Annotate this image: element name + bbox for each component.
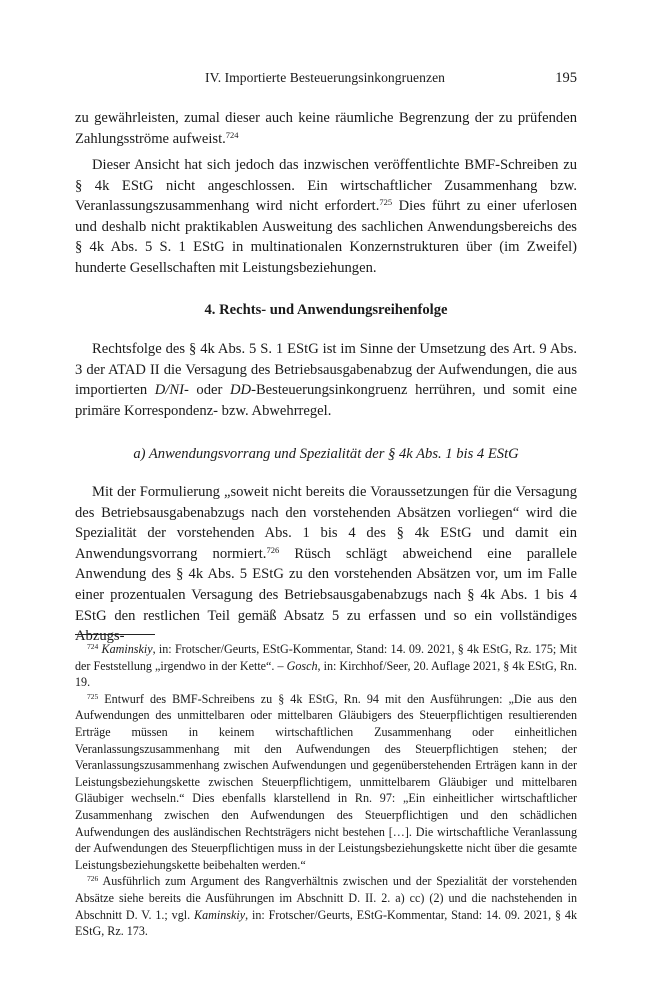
footnote-separator — [75, 634, 155, 635]
page-number: 195 — [555, 70, 577, 86]
paragraph-3: Rechtsfolge des § 4k Abs. 5 S. 1 EStG ist im Sinne der Umsetzung des Art. 9 Abs. 3 der ATAD II die Versagung des Betriebsausgabenabzug der Aufwendungen, die aus importierten D/NI- oder DD-Besteuerungsinkongruenz herrühren, und somit eine primäre Korrespondenz- bzw. Abwehrregel. — [75, 341, 577, 419]
paragraph-2: Dieser Ansicht hat sich jedoch das inzwischen veröffentlichte BMF-Schreiben zu § 4k EStG nicht angeschlossen. Ein wirtschaftlicher Zusammenhang bzw. Veranlassungszusammenhang wird nicht erfordert.$^{725}$ Dies führt zu einer uferlosen und deshalb nicht praktikablen Ausweitung des sachlichen Anwendungsbereichs des § 4k Abs. 5 S. 1 EStG in multinationalen Konzernstrukturen über (im Zweifel) hunderte Gesellschaften mit Leistungsbeziehungen. — [75, 157, 577, 276]
section-heading: 4. Rechts- und Anwendungsreihenfolge — [204, 302, 448, 318]
term-dd: DD — [229, 382, 252, 399]
footnote-ref-725[interactable]: 725 — [379, 197, 393, 208]
paragraph-4: Mit der Formulierung „soweit nicht bereits die Voraussetzungen für die Versagung des Betriebsausgabenabzugs nach den vorstehenden Absätzen vorliegen“ wird die Spezialität der vorstehenden Abs. 1 bis 4 des § 4k EStG und damit ein Anwendungsvorrang normiert.$^{726}$ Rüsch schlägt abweichend eine parallele Anwendung des § 4k Abs. 5 EStG zu den vorstehenden Absätzen vor, um im Falle einer prozentualen Versagung des Betriebsausgabenabzugs nach § 4k Abs. 1 bis 4 EStG den restlichen Teil gemäß Absatz 5 zu erfassen und so ein vollständiges Abzugs- — [75, 484, 577, 645]
term-dni: D/NI — [154, 382, 184, 399]
page-header — [75, 70, 577, 90]
footnotes — [75, 641, 577, 940]
footnote-726: $^{726}$ Ausführlich zum Argument des Rangverhältnis zwischen und der Spezialität der vorstehenden Absätze siehe bereits die Ausführungen im Abschnitt D. II. 2. a) cc) (2) und die nachstehenden in Abschnitt D. V. 1.; vgl. Kaminskiy, in: Frotscher/Geurts, EStG-Kommentar, Stand: 14. 09. 2021, § 4k EStG, Rz. 173. — [75, 874, 577, 939]
footnote-725: $^{725}$ Entwurf des BMF-Schreibens zu § 4k EStG, Rn. 94 mit den Ausführungen: „Die aus den Aufwendungen des unmittelbaren oder mittelbaren Gläubigers des Steuerpflichtigen resultierenden Erträge müssen in keinem wirtschaftlichen Zusammenhang oder einheitlichen Veranlassungszusammenhang mit den Aufwendungen des Steuerpflichtigen stehen; der Veranlassungszusammenhang zwischen Aufwendungen und gegenüberstehenden Erträgen kann in der Leistungsbeziehungskette zwischen Steuerpflichtigem, unmittelbarem Gläubiger und mittelbaren Gläubiger wechseln.“ Dies ebenfalls klarstellend in Rn. 97: „Ein einheitlicher wirtschaftlicher Zusammenhang zwischen den Aufwendungen des Steuerpflichtigen und den schädlichen Aufwendungen des ausländischen Rechtsträgers nicht bestehen […]. Die wirtschaftliche Veranlassung der Aufwendungen des Steuerpflichtigen muss in der Leistungsbeziehungskette nicht über die gesamte Leistungsbeziehungskette beibehalten werden.“ — [75, 691, 577, 872]
footnote-ref-726[interactable]: 726 — [266, 544, 280, 555]
subsection-heading: a) Anwendungsvorrang und Spezialität der § 4k Abs. 1 bis 4 EStG — [133, 446, 519, 462]
paragraph-1: zu gewährleisten, zumal dieser auch keine räumliche Begrenzung der zu prüfenden Zahlungsströme aufweist.$^{724}$ — [75, 110, 577, 147]
footnote-724: $^{724}$ Kaminskiy, in: Frotscher/Geurts, EStG-Kommentar, Stand: 14. 09. 2021, § 4k EStG, Rz. 175; Mit der Feststellung „irgendwo in der Kette“. – Gosch, in: Kirchhof/Seer, 20. Auflage 2021, § 4k EStG, Rn. 19. — [75, 642, 577, 690]
footnote-ref-724[interactable]: 724 — [225, 129, 239, 140]
running-title: IV. Importierte Besteuerungsinkongruenzen — [205, 70, 445, 85]
